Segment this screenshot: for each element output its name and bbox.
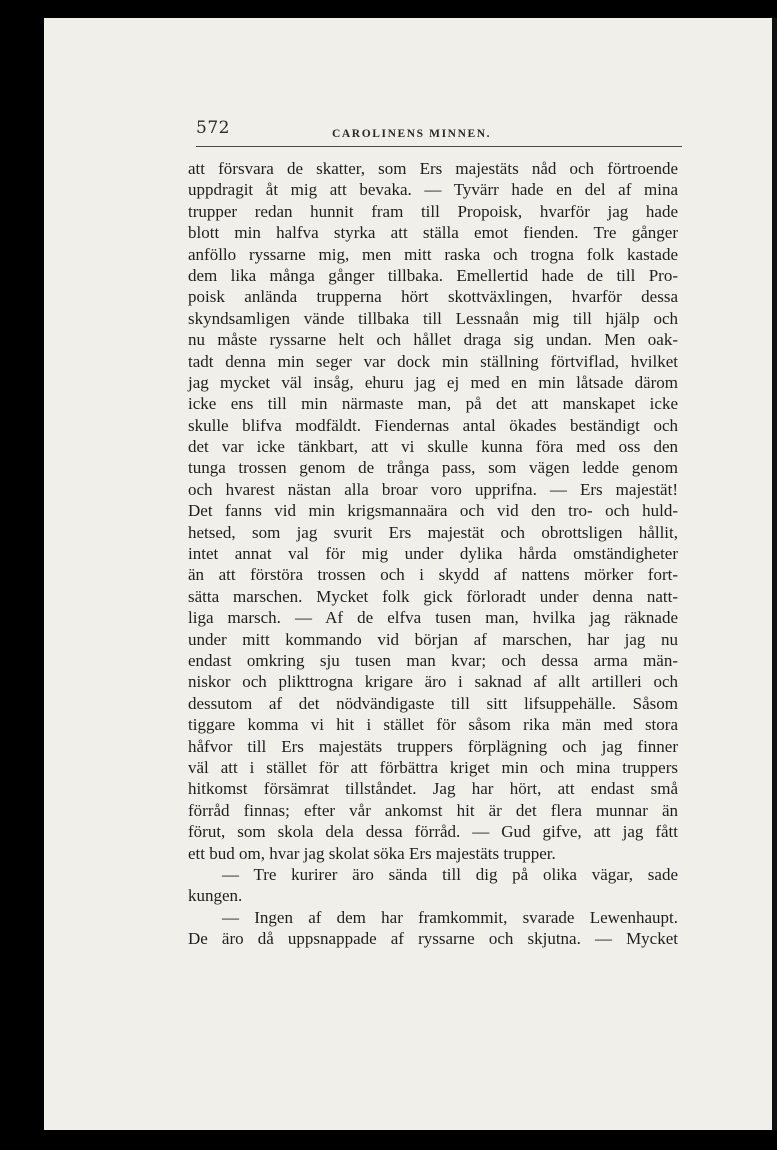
text-line: intet annat val för mig under dylika hårda omständigheter [188, 544, 678, 564]
text-line: förut, som skola dela dessa förråd. — Gud gifve, att jag fått [188, 822, 678, 842]
text-line: uppdragit åt mig att bevaka. — Tyvärr hade en del af mina [188, 180, 678, 200]
text-line: niskor och plikttrogna krigare äro i saknad af allt artilleri och [188, 672, 678, 692]
text-line: än att förstöra trossen och i skydd af nattens mörker fort- [188, 565, 678, 585]
text-line: hitkomst försämrat tillståndet. Jag har hört, att endast små [188, 779, 678, 799]
text-line: håfvor till Ers majestäts truppers förplägning och jag finner [188, 736, 678, 756]
text-line: De äro då uppsnappade af ryssarne och skjutna. — Mycket [188, 929, 678, 949]
text-line: det var icke tänkbart, att vi skulle kunna föra med oss den [188, 437, 678, 457]
text-line: hetsed, som jag svurit Ers majestät och obrottsligen hållit, [188, 522, 678, 542]
text-line: liga marsch. — Af de elfva tusen man, hvilka jag räknade [188, 608, 678, 628]
text-line: endast omkring sju tusen man kvar; och dessa arma män- [188, 650, 678, 670]
text-line: skulle blifva modfäldt. Fiendernas antal ökades beständigt och [188, 415, 678, 435]
text-line: trupper redan hunnit fram till Propoisk, hvarför jag hade [188, 201, 678, 221]
text-line: ett bud om, hvar jag skolat söka Ers majestäts trupper. [188, 843, 556, 863]
text-line: kungen. [188, 886, 243, 906]
text-line: och hvarest nästan alla broar voro upprifna. — Ers majestät! [188, 479, 678, 499]
body-text [188, 158, 678, 949]
text-line: Det fanns vid min krigsmannaära och vid den tro- och huld- [188, 501, 678, 521]
text-line: blott min halfva styrka att ställa emot fienden. Tre gånger [188, 223, 678, 243]
page-header [196, 118, 682, 147]
text-line: skyndsamligen vände tillbaka till Lessnaån mig till hjälp och [188, 308, 678, 328]
running-head: CAROLINENS MINNEN. [332, 128, 492, 140]
text-line: dessutom af det nödvändigaste till sitt lifsuppehälle. Såsom [188, 693, 678, 713]
text-line: tiggare komma vi hit i stället för såsom rika män med stora [188, 715, 678, 735]
page-number: 572 [196, 118, 230, 138]
text-line: att försvara de skatter, som Ers majestäts nåd och förtroende [188, 159, 678, 178]
page-edge-shadow [772, 18, 777, 1130]
text-line: nu måste ryssarne helt och hållet draga sig undan. Men oak- [188, 330, 678, 350]
text-line: sätta marschen. Mycket folk gick förloradt under denna natt- [188, 586, 678, 606]
text-line: jag mycket väl insåg, ehuru jag ej med en min låtsade därom [188, 372, 678, 392]
text-line: icke ens till min närmaste man, på det att manskapet icke [188, 394, 678, 414]
text-line: — Tre kurirer äro sända till dig på olika vägar, sade [222, 864, 678, 884]
text-line: anföllo ryssarne mig, men mitt raska och trogna folk kastade [188, 244, 678, 264]
text-line: tunga trossen genom de trånga pass, som vägen ledde genom [188, 458, 678, 478]
text-line: förråd finnas; efter vår ankomst hit är det flera munnar än [188, 800, 678, 820]
text-line: tadt denna min seger var dock min ställning förtviflad, hvilket [188, 351, 678, 371]
text-line: — Ingen af dem har framkommit, svarade Lewenhaupt. [222, 907, 678, 927]
text-line: väl att i stället för att förbättra kriget min och mina truppers [188, 757, 678, 777]
text-line: dem lika många gånger tillbaka. Emellertid hade de till Pro- [188, 265, 678, 285]
text-line: under mitt kommando vid början af marschen, har jag nu [188, 629, 678, 649]
text-line: poisk anlända trupperna hört skottväxlingen, hvarför dessa [188, 287, 678, 307]
